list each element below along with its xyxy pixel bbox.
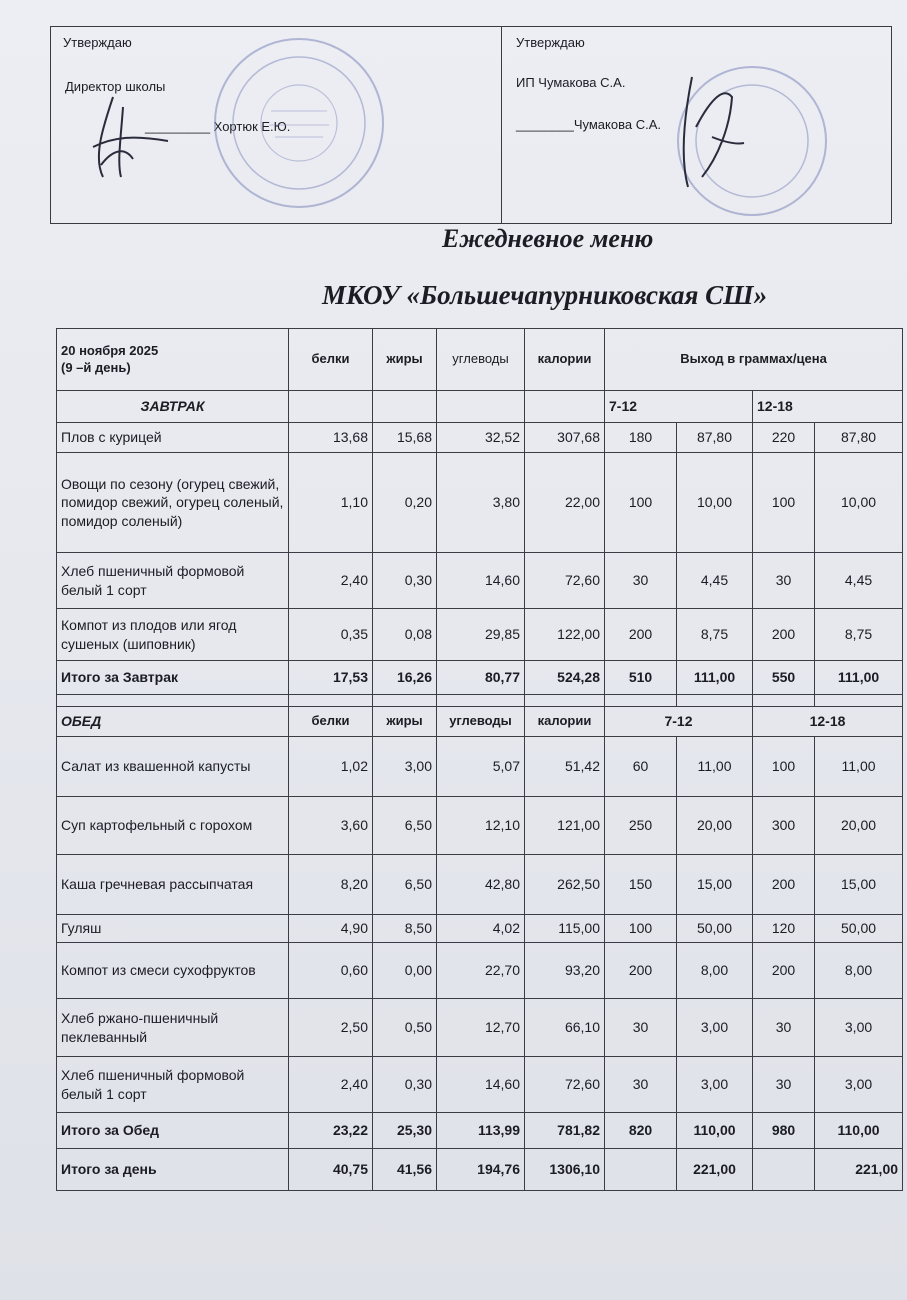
empty-cell [525,391,605,423]
grams-12-18-value: 550 [753,661,815,695]
price-12-18-value: 3,00 [815,1057,903,1113]
day-total-price-7-12: 221,00 [677,1149,753,1191]
calories-value: 781,82 [525,1113,605,1149]
menu-table [56,328,903,1191]
grams-12-18-value: 980 [753,1113,815,1149]
empty-cell [437,391,525,423]
director-name: _________ Хортюк Е.Ю. [145,119,291,134]
empty-cell [289,695,373,707]
price-7-12-value: 3,00 [677,999,753,1057]
day-total-row [57,1149,903,1191]
empty-cell [753,695,815,707]
date-cell [57,329,289,391]
price-12-18-value: 111,00 [815,661,903,695]
empty-cell [373,695,437,707]
proteins-value: 1,10 [289,453,373,553]
proteins-value: 2,40 [289,553,373,609]
price-7-12-value: 8,75 [677,609,753,661]
empty-cell [815,695,903,707]
calories-value: 262,50 [525,855,605,915]
price-7-12-value: 20,00 [677,797,753,855]
price-7-12-value: 3,00 [677,1057,753,1113]
carbs-value: 32,52 [437,423,525,453]
fats-value: 0,30 [373,1057,437,1113]
fats-value: 0,08 [373,609,437,661]
dish-name: Хлеб ржано-пшеничный пеклеванный [57,999,289,1057]
carbs-value: 29,85 [437,609,525,661]
price-12-18-value: 8,00 [815,943,903,999]
breakfast-total-row [57,661,903,695]
proteins-value: 0,60 [289,943,373,999]
approve-label: Утверждаю [516,35,585,50]
dish-name: Итого за Завтрак [57,661,289,695]
grams-7-12-value: 150 [605,855,677,915]
price-7-12-value: 87,80 [677,423,753,453]
grams-7-12-value: 100 [605,915,677,943]
empty-cell [289,391,373,423]
proteins-header: белки [289,329,373,391]
proteins-value: 23,22 [289,1113,373,1149]
lunch-row [57,943,903,999]
breakfast-row [57,423,903,453]
proteins-value: 13,68 [289,423,373,453]
lunch-row [57,737,903,797]
breakfast-section-row [57,391,903,423]
calories-value: 72,60 [525,1057,605,1113]
calories-value: 51,42 [525,737,605,797]
carbs-header: углеводы [437,329,525,391]
grams-12-18-value: 30 [753,553,815,609]
lunch-calories-header: калории [525,707,605,737]
grams-12-18-value: 120 [753,915,815,943]
proteins-value: 1,02 [289,737,373,797]
price-12-18-value: 3,00 [815,999,903,1057]
lunch-row [57,797,903,855]
approval-block [50,26,892,224]
proteins-value: 0,35 [289,609,373,661]
proteins-value: 2,40 [289,1057,373,1113]
entrepreneur-role: ИП Чумакова С.А. [516,75,626,90]
grams-12-18-value: 200 [753,609,815,661]
breakfast-row [57,453,903,553]
approval-right [502,27,891,223]
grams-12-18-value: 30 [753,1057,815,1113]
empty-cell [753,1149,815,1191]
day-total-fats: 41,56 [373,1149,437,1191]
grams-7-12-value: 100 [605,453,677,553]
grams-12-18-value: 200 [753,943,815,999]
lunch-total-row [57,1113,903,1149]
fats-value: 15,68 [373,423,437,453]
dish-name: Хлеб пшеничный формовой белый 1 сорт [57,1057,289,1113]
price-7-12-value: 50,00 [677,915,753,943]
director-signature [73,77,183,187]
grams-12-18-value: 220 [753,423,815,453]
menu-date: 20 ноября 2025 [61,342,159,358]
entrepreneur-name: ________Чумакова С.А. [516,117,661,132]
output-header: Выход в граммах/цена [605,329,903,391]
empty-cell [373,391,437,423]
empty-cell [57,695,289,707]
breakfast-row [57,609,903,661]
price-12-18-value: 110,00 [815,1113,903,1149]
lunch-section-row [57,707,903,737]
day-total-proteins: 40,75 [289,1149,373,1191]
carbs-value: 3,80 [437,453,525,553]
carbs-value: 113,99 [437,1113,525,1149]
price-7-12-value: 10,00 [677,453,753,553]
calories-value: 307,68 [525,423,605,453]
dish-name: Хлеб пшеничный формовой белый 1 сорт [57,553,289,609]
dish-name: Каша гречневая рассыпчатая [57,855,289,915]
empty-cell [605,695,677,707]
fats-value: 0,00 [373,943,437,999]
calories-value: 121,00 [525,797,605,855]
menu-day: (9 –й день) [61,359,131,375]
price-7-12-value: 111,00 [677,661,753,695]
price-12-18-value: 50,00 [815,915,903,943]
dish-name: Компот из смеси сухофруктов [57,943,289,999]
approve-label: Утверждаю [63,35,132,50]
page-title: Ежедневное меню [442,224,654,253]
fats-value: 3,00 [373,737,437,797]
fats-value: 6,50 [373,797,437,855]
grams-7-12-value: 30 [605,999,677,1057]
breakfast-row [57,553,903,609]
fats-value: 0,20 [373,453,437,553]
lunch-row [57,1057,903,1113]
price-7-12-value: 15,00 [677,855,753,915]
entrepreneur-signature [652,67,762,197]
lunch-carbs-header: углеводы [437,707,525,737]
dish-name: Овощи по сезону (огурец свежий, помидор свежий, огурец соленый, помидор соленый) [57,453,289,553]
dish-name: Гуляш [57,915,289,943]
breakfast-label: ЗАВТРАК [57,391,289,423]
grams-12-18-value: 200 [753,855,815,915]
fats-value: 0,50 [373,999,437,1057]
carbs-value: 22,70 [437,943,525,999]
grams-7-12-value: 200 [605,609,677,661]
price-12-18-value: 4,45 [815,553,903,609]
grams-7-12-value: 250 [605,797,677,855]
school-name: МКОУ «Большечапурниковская СШ» [322,280,768,310]
approval-left [51,27,502,223]
grams-7-12-value: 180 [605,423,677,453]
carbs-value: 12,10 [437,797,525,855]
calories-value: 22,00 [525,453,605,553]
proteins-value: 17,53 [289,661,373,695]
lunch-row [57,915,903,943]
lunch-age-2: 12-18 [753,707,903,737]
dish-name: Плов с курицей [57,423,289,453]
calories-value: 72,60 [525,553,605,609]
lunch-fats-header: жиры [373,707,437,737]
grams-7-12-value: 60 [605,737,677,797]
school-stamp [209,33,389,213]
dish-name: Компот из плодов или ягод сушеных (шиповник) [57,609,289,661]
carbs-value: 14,60 [437,1057,525,1113]
price-12-18-value: 11,00 [815,737,903,797]
breakfast-age-1: 7-12 [605,391,753,423]
director-role: Директор школы [65,79,166,94]
empty-cell [525,695,605,707]
dish-name: Итого за Обед [57,1113,289,1149]
empty-cell [437,695,525,707]
price-12-18-value: 8,75 [815,609,903,661]
calories-header: калории [525,329,605,391]
fats-value: 25,30 [373,1113,437,1149]
price-7-12-value: 4,45 [677,553,753,609]
day-total-calories: 1306,10 [525,1149,605,1191]
grams-7-12-value: 200 [605,943,677,999]
price-12-18-value: 15,00 [815,855,903,915]
calories-value: 122,00 [525,609,605,661]
price-7-12-value: 8,00 [677,943,753,999]
fats-value: 16,26 [373,661,437,695]
carbs-value: 42,80 [437,855,525,915]
grams-12-18-value: 100 [753,453,815,553]
carbs-value: 4,02 [437,915,525,943]
lunch-row [57,999,903,1057]
proteins-value: 8,20 [289,855,373,915]
price-7-12-value: 110,00 [677,1113,753,1149]
price-12-18-value: 20,00 [815,797,903,855]
lunch-label: ОБЕД [57,707,289,737]
proteins-value: 2,50 [289,999,373,1057]
price-12-18-value: 87,80 [815,423,903,453]
proteins-value: 4,90 [289,915,373,943]
lunch-age-1: 7-12 [605,707,753,737]
carbs-value: 12,70 [437,999,525,1057]
breakfast-age-2: 12-18 [753,391,903,423]
fats-value: 8,50 [373,915,437,943]
fats-value: 0,30 [373,553,437,609]
proteins-value: 3,60 [289,797,373,855]
carbs-value: 14,60 [437,553,525,609]
grams-12-18-value: 300 [753,797,815,855]
empty-cell [677,695,753,707]
grams-7-12-value: 510 [605,661,677,695]
dish-name: Салат из квашенной капусты [57,737,289,797]
day-total-carbs: 194,76 [437,1149,525,1191]
header-row [57,329,903,391]
calories-value: 115,00 [525,915,605,943]
lunch-row [57,855,903,915]
calories-value: 66,10 [525,999,605,1057]
lunch-proteins-header: белки [289,707,373,737]
grams-7-12-value: 30 [605,1057,677,1113]
grams-12-18-value: 30 [753,999,815,1057]
calories-value: 93,20 [525,943,605,999]
price-12-18-value: 10,00 [815,453,903,553]
grams-7-12-value: 820 [605,1113,677,1149]
grams-12-18-value: 100 [753,737,815,797]
grams-7-12-value: 30 [605,553,677,609]
empty-cell [605,1149,677,1191]
fats-value: 6,50 [373,855,437,915]
price-7-12-value: 11,00 [677,737,753,797]
carbs-value: 5,07 [437,737,525,797]
spacer-row [57,695,903,707]
fats-header: жиры [373,329,437,391]
day-total-label: Итого за день [57,1149,289,1191]
carbs-value: 80,77 [437,661,525,695]
day-total-price-12-18: 221,00 [815,1149,903,1191]
dish-name: Суп картофельный с горохом [57,797,289,855]
calories-value: 524,28 [525,661,605,695]
